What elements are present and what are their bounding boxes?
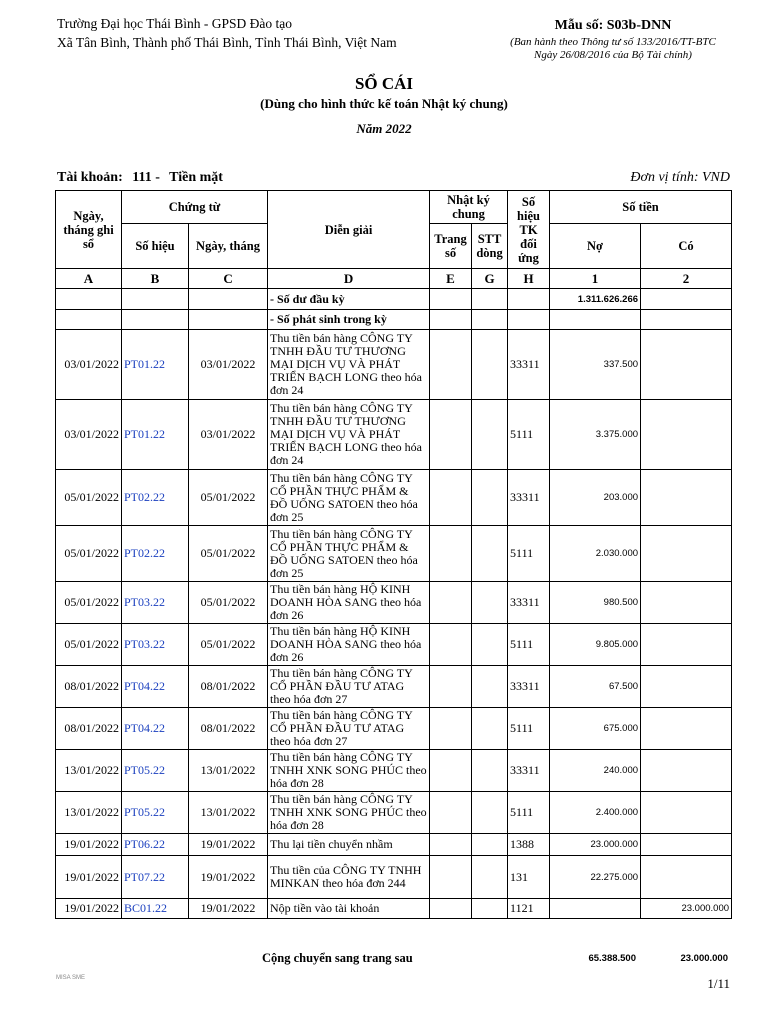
table-row bbox=[56, 856, 732, 899]
voucher-link[interactable]: PT01.22 bbox=[122, 400, 189, 470]
row-description: Thu lại tiền chuyển nhầm bbox=[268, 834, 430, 856]
organization-address: Xã Tân Bình, Thành phố Thái Bình, Tỉnh Thái Bình, Việt Nam bbox=[57, 35, 397, 50]
journal-line bbox=[472, 750, 508, 792]
table-row bbox=[56, 750, 732, 792]
row-date: 05/01/2022 bbox=[56, 582, 122, 624]
table-row bbox=[56, 899, 732, 919]
currency-unit: Đơn vị tính: VND bbox=[630, 170, 730, 185]
ledger-table bbox=[55, 190, 732, 919]
credit-amount bbox=[641, 666, 732, 708]
contra-account: 5111 bbox=[508, 792, 550, 834]
row-description: Thu tiền bán hàng CÔNG TY TNHH ĐẦU TƯ THƯƠNG MẠI DỊCH VỤ VÀ PHÁT TRIỂN BẠCH LONG theo hóa đơn 24 bbox=[268, 330, 430, 400]
voucher-date: 19/01/2022 bbox=[189, 856, 268, 899]
row-description: Thu tiền bán hàng CÔNG TY TNHH XNK SONG PHÚC theo hóa đơn 28 bbox=[268, 750, 430, 792]
contra-account: 5111 bbox=[508, 624, 550, 666]
row-date: 19/01/2022 bbox=[56, 899, 122, 919]
voucher-link[interactable]: PT02.22 bbox=[122, 526, 189, 582]
col-header-voucher: Chứng từ bbox=[122, 191, 268, 224]
voucher-date: 03/01/2022 bbox=[189, 330, 268, 400]
journal-line bbox=[472, 834, 508, 856]
journal-page bbox=[430, 624, 472, 666]
journal-line bbox=[472, 708, 508, 750]
journal-line bbox=[472, 582, 508, 624]
form-info bbox=[478, 16, 748, 62]
row-date: 05/01/2022 bbox=[56, 526, 122, 582]
table-row bbox=[56, 834, 732, 856]
organization-name: Trường Đại học Thái Bình - GPSD Đào tạo bbox=[57, 16, 292, 31]
voucher-date: 05/01/2022 bbox=[189, 470, 268, 526]
journal-page bbox=[430, 856, 472, 899]
contra-account: 131 bbox=[508, 856, 550, 899]
page-number: 1/11 bbox=[707, 976, 730, 991]
credit-amount bbox=[641, 470, 732, 526]
form-note-line1: (Ban hành theo Thông tư số 133/2016/TT-BTC bbox=[510, 36, 716, 48]
credit-amount bbox=[641, 330, 732, 400]
voucher-link[interactable]: PT01.22 bbox=[122, 330, 189, 400]
opening-balance-debit: 1.311.626.266 bbox=[550, 289, 641, 310]
column-letter: 2 bbox=[641, 269, 732, 289]
ledger-title: SỔ CÁI bbox=[354, 74, 414, 93]
row-description: Thu tiền bán hàng CÔNG TY TNHH XNK SONG PHÚC theo hóa đơn 28 bbox=[268, 792, 430, 834]
credit-amount bbox=[641, 624, 732, 666]
contra-account: 1121 bbox=[508, 899, 550, 919]
column-letter: B bbox=[122, 269, 189, 289]
row-description: Thu tiền bán hàng HỘ KINH DOANH HÒA SANG theo hóa đơn 26 bbox=[268, 624, 430, 666]
organization-info bbox=[57, 14, 397, 52]
opening-balance-label: - Số dư đầu kỳ bbox=[268, 289, 430, 310]
contra-account: 5111 bbox=[508, 400, 550, 470]
table-row bbox=[56, 666, 732, 708]
contra-account: 5111 bbox=[508, 708, 550, 750]
journal-page bbox=[430, 330, 472, 400]
table-row bbox=[56, 624, 732, 666]
debit-amount: 2.400.000 bbox=[550, 792, 641, 834]
ledger-subtitle: (Dùng cho hình thức kế toán Nhật ký chung) bbox=[260, 96, 508, 111]
row-description: Thu tiền bán hàng CÔNG TY TNHH ĐẦU TƯ THƯƠNG MẠI DỊCH VỤ VÀ PHÁT TRIỂN BẠCH LONG theo hóa đơn 24 bbox=[268, 400, 430, 470]
voucher-link[interactable]: PT06.22 bbox=[122, 834, 189, 856]
contra-account: 33311 bbox=[508, 666, 550, 708]
row-date: 19/01/2022 bbox=[56, 834, 122, 856]
software-watermark: MISA SME bbox=[56, 975, 86, 981]
credit-amount: 23.000.000 bbox=[641, 899, 732, 919]
credit-amount bbox=[641, 526, 732, 582]
column-letter: E bbox=[430, 269, 472, 289]
row-date: 05/01/2022 bbox=[56, 470, 122, 526]
voucher-date: 13/01/2022 bbox=[189, 750, 268, 792]
voucher-date: 08/01/2022 bbox=[189, 666, 268, 708]
credit-amount bbox=[641, 834, 732, 856]
contra-account: 1388 bbox=[508, 834, 550, 856]
voucher-link[interactable]: PT04.22 bbox=[122, 666, 189, 708]
credit-amount bbox=[641, 708, 732, 750]
debit-amount: 3.375.000 bbox=[550, 400, 641, 470]
voucher-link[interactable]: PT03.22 bbox=[122, 624, 189, 666]
voucher-date: 03/01/2022 bbox=[189, 400, 268, 470]
row-description: Thu tiền của CÔNG TY TNHH MINKAN theo hóa đơn 244 bbox=[268, 856, 430, 899]
col-header-debit: Nợ bbox=[550, 224, 641, 269]
row-description: Thu tiền bán hàng CÔNG TY CỔ PHẦN THỰC PHẨM & ĐỒ UỐNG SATOEN theo hóa đơn 25 bbox=[268, 470, 430, 526]
voucher-link[interactable]: PT04.22 bbox=[122, 708, 189, 750]
table-row bbox=[56, 400, 732, 470]
debit-amount: 337.500 bbox=[550, 330, 641, 400]
row-date: 13/01/2022 bbox=[56, 792, 122, 834]
row-description: Nộp tiền vào tài khoản bbox=[268, 899, 430, 919]
col-header-voucher-date: Ngày, tháng bbox=[189, 224, 268, 269]
col-header-date: Ngày, tháng ghi sổ bbox=[56, 191, 122, 269]
credit-amount bbox=[641, 792, 732, 834]
carry-forward-credit: 23.000.000 bbox=[680, 953, 728, 964]
table-row bbox=[56, 330, 732, 400]
journal-line bbox=[472, 856, 508, 899]
col-header-contra-account: Số hiệu TK đối ứng bbox=[508, 191, 550, 269]
debit-amount: 67.500 bbox=[550, 666, 641, 708]
opening-balance-row bbox=[56, 289, 732, 310]
col-header-journal: Nhật ký chung bbox=[430, 191, 508, 224]
column-letter: A bbox=[56, 269, 122, 289]
column-letter-row bbox=[56, 269, 732, 289]
row-description: Thu tiền bán hàng CÔNG TY CỔ PHẦN THỰC PHẨM & ĐỒ UỐNG SATOEN theo hóa đơn 25 bbox=[268, 526, 430, 582]
debit-amount: 240.000 bbox=[550, 750, 641, 792]
ledger-year: Năm 2022 bbox=[356, 121, 412, 136]
column-letter: C bbox=[189, 269, 268, 289]
contra-account: 33311 bbox=[508, 582, 550, 624]
journal-page bbox=[430, 750, 472, 792]
debit-amount: 980.500 bbox=[550, 582, 641, 624]
journal-line bbox=[472, 400, 508, 470]
debit-amount: 22.275.000 bbox=[550, 856, 641, 899]
journal-line bbox=[472, 666, 508, 708]
account-name: Tiền mặt bbox=[169, 170, 223, 185]
voucher-link[interactable]: PT03.22 bbox=[122, 582, 189, 624]
debit-amount: 9.805.000 bbox=[550, 624, 641, 666]
col-header-voucher-no: Số hiệu bbox=[122, 224, 189, 269]
contra-account: 33311 bbox=[508, 750, 550, 792]
period-row bbox=[56, 310, 732, 330]
journal-page bbox=[430, 899, 472, 919]
debit-amount: 23.000.000 bbox=[550, 834, 641, 856]
journal-line bbox=[472, 470, 508, 526]
account-label: Tài khoản: bbox=[57, 170, 123, 185]
journal-page bbox=[430, 792, 472, 834]
journal-page bbox=[430, 834, 472, 856]
voucher-link[interactable]: PT07.22 bbox=[122, 856, 189, 899]
period-label: - Số phát sinh trong kỳ bbox=[268, 310, 430, 330]
journal-page bbox=[430, 526, 472, 582]
account-info bbox=[57, 170, 229, 186]
column-letter: G bbox=[472, 269, 508, 289]
carry-forward-label: Cộng chuyển sang trang sau bbox=[262, 951, 413, 965]
credit-amount bbox=[641, 582, 732, 624]
voucher-date: 13/01/2022 bbox=[189, 792, 268, 834]
contra-account: 5111 bbox=[508, 526, 550, 582]
col-header-description: Diễn giải bbox=[268, 191, 430, 269]
voucher-date: 05/01/2022 bbox=[189, 624, 268, 666]
voucher-link[interactable]: BC01.22 bbox=[122, 899, 189, 919]
journal-page bbox=[430, 400, 472, 470]
journal-line bbox=[472, 899, 508, 919]
table-row bbox=[56, 708, 732, 750]
column-letter: 1 bbox=[550, 269, 641, 289]
row-date: 03/01/2022 bbox=[56, 400, 122, 470]
voucher-date: 05/01/2022 bbox=[189, 526, 268, 582]
voucher-link[interactable]: PT02.22 bbox=[122, 470, 189, 526]
col-header-line: STT dòng bbox=[472, 224, 508, 269]
journal-line bbox=[472, 792, 508, 834]
row-description: Thu tiền bán hàng HỘ KINH DOANH HÒA SANG theo hóa đơn 26 bbox=[268, 582, 430, 624]
voucher-date: 19/01/2022 bbox=[189, 899, 268, 919]
journal-page bbox=[430, 666, 472, 708]
col-header-amount: Số tiền bbox=[550, 191, 732, 224]
journal-page bbox=[430, 708, 472, 750]
journal-line bbox=[472, 624, 508, 666]
table-row bbox=[56, 526, 732, 582]
journal-page bbox=[430, 470, 472, 526]
debit-amount: 675.000 bbox=[550, 708, 641, 750]
contra-account: 33311 bbox=[508, 470, 550, 526]
journal-page bbox=[430, 582, 472, 624]
form-number: Mẫu số: S03b-DNN bbox=[554, 18, 672, 33]
row-date: 08/01/2022 bbox=[56, 708, 122, 750]
voucher-link[interactable]: PT05.22 bbox=[122, 792, 189, 834]
carry-forward-debit: 65.388.500 bbox=[588, 953, 636, 964]
account-code: 111 - bbox=[132, 170, 160, 185]
journal-line bbox=[472, 330, 508, 400]
journal-line bbox=[472, 526, 508, 582]
table-row bbox=[56, 792, 732, 834]
debit-amount: 203.000 bbox=[550, 470, 641, 526]
row-date: 05/01/2022 bbox=[56, 624, 122, 666]
row-date: 13/01/2022 bbox=[56, 750, 122, 792]
col-header-credit: Có bbox=[641, 224, 732, 269]
table-row bbox=[56, 582, 732, 624]
row-date: 03/01/2022 bbox=[56, 330, 122, 400]
row-date: 19/01/2022 bbox=[56, 856, 122, 899]
voucher-date: 19/01/2022 bbox=[189, 834, 268, 856]
credit-amount bbox=[641, 750, 732, 792]
credit-amount bbox=[641, 400, 732, 470]
voucher-date: 08/01/2022 bbox=[189, 708, 268, 750]
row-description: Thu tiền bán hàng CÔNG TY CỔ PHẦN ĐẦU TƯ ATAG theo hóa đơn 27 bbox=[268, 708, 430, 750]
form-note-line2: Ngày 26/08/2016 của Bộ Tài chính) bbox=[534, 49, 692, 61]
row-description: Thu tiền bán hàng CÔNG TY CỔ PHẦN ĐẦU TƯ ATAG theo hóa đơn 27 bbox=[268, 666, 430, 708]
credit-amount bbox=[641, 856, 732, 899]
column-letter: H bbox=[508, 269, 550, 289]
row-date: 08/01/2022 bbox=[56, 666, 122, 708]
column-letter: D bbox=[268, 269, 430, 289]
table-row bbox=[56, 470, 732, 526]
debit-amount bbox=[550, 899, 641, 919]
contra-account: 33311 bbox=[508, 330, 550, 400]
voucher-date: 05/01/2022 bbox=[189, 582, 268, 624]
debit-amount: 2.030.000 bbox=[550, 526, 641, 582]
voucher-link[interactable]: PT05.22 bbox=[122, 750, 189, 792]
col-header-page: Trang số bbox=[430, 224, 472, 269]
